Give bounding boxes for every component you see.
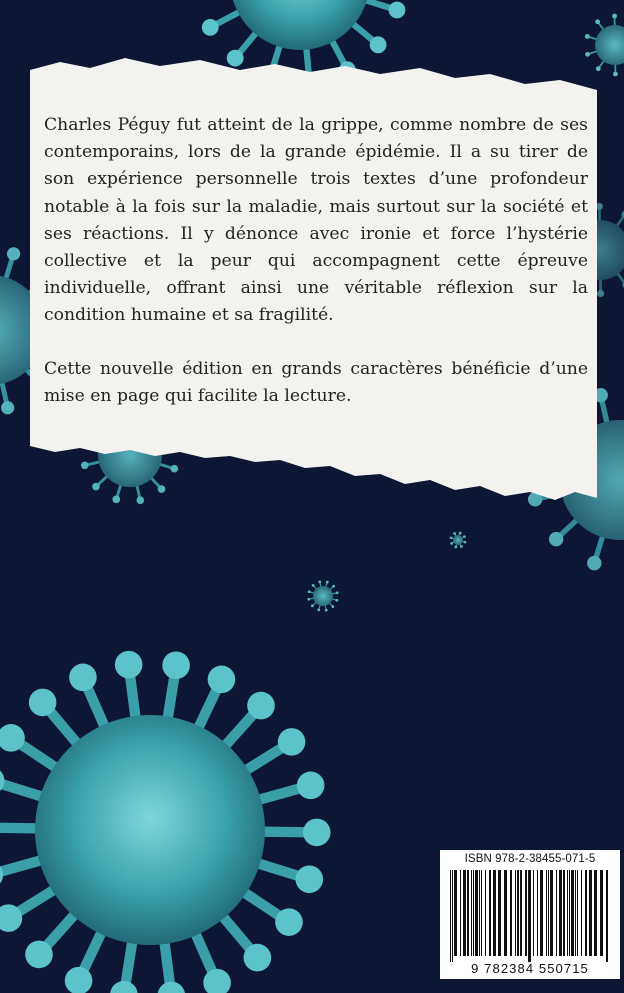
barcode-bar bbox=[606, 870, 608, 962]
barcode-bar bbox=[577, 870, 578, 956]
barcode-digits: 9 782384 550715 bbox=[471, 961, 589, 976]
barcode-bar bbox=[475, 870, 478, 956]
barcode-bar bbox=[485, 870, 486, 956]
barcode-bar bbox=[528, 870, 531, 962]
barcode-bar bbox=[504, 870, 507, 956]
barcode-bar bbox=[452, 870, 453, 962]
barcode-bar bbox=[546, 870, 547, 956]
barcode-bar bbox=[548, 870, 549, 956]
blurb-paragraph: Cette nouvelle édition en grands caractères bénéficie d’une mise en page qui facilite la lecture. bbox=[44, 358, 588, 406]
barcode-bar bbox=[563, 870, 565, 956]
barcode-bar bbox=[571, 870, 574, 956]
barcode-bar bbox=[467, 870, 469, 956]
barcode-bar bbox=[454, 870, 457, 956]
barcode-bar bbox=[517, 870, 519, 956]
barcode-bar bbox=[537, 870, 538, 956]
barcode-bar bbox=[589, 870, 592, 956]
barcode-bar bbox=[481, 870, 482, 956]
barcode-bar bbox=[525, 870, 527, 956]
barcode-bar bbox=[550, 870, 553, 956]
barcode-bar bbox=[520, 870, 522, 956]
barcode-bar bbox=[585, 870, 587, 956]
blurb-text bbox=[44, 112, 588, 436]
barcode-bar bbox=[489, 870, 491, 956]
barcode-bar bbox=[498, 870, 501, 956]
blurb-paragraph: Charles Péguy fut atteint de la grippe, comme nombre de ses contemporains, lors de la grande épidémie. Il a su tirer de son expérience personnelle trois textes d’une profondeur notable à la fois sur la maladie, mais surtout sur la société et ses réactions. Il y dénonce avec ironie et force l’hystérie collective et la peur qui accompagnent cette épreuve individuelle, offrant ainsi une véritable réflexion sur la condition humaine et sa fragilité. bbox=[44, 115, 588, 326]
barcode-bar bbox=[533, 870, 534, 956]
barcode-bar bbox=[463, 870, 466, 956]
barcode-bar bbox=[556, 870, 557, 956]
barcode-bar bbox=[471, 870, 472, 956]
isbn-label: ISBN 978-2-38455-071-5 bbox=[464, 853, 596, 865]
barcode-bar bbox=[569, 870, 570, 956]
barcode-bar bbox=[479, 870, 480, 956]
barcode-bar bbox=[581, 870, 582, 956]
barcode-bar bbox=[594, 870, 597, 956]
barcode-bar bbox=[600, 870, 603, 956]
isbn-barcode-box bbox=[440, 850, 620, 979]
barcode-bar bbox=[567, 870, 568, 956]
barcode-bar bbox=[460, 870, 461, 956]
barcode-bar bbox=[473, 870, 474, 956]
barcode-bar bbox=[515, 870, 516, 956]
barcode-bar bbox=[575, 870, 576, 956]
barcode-bar bbox=[493, 870, 496, 956]
barcode-bar bbox=[540, 870, 543, 956]
barcode bbox=[446, 870, 614, 962]
barcode-bar bbox=[510, 870, 512, 956]
barcode-bar bbox=[450, 870, 451, 962]
barcode-bar bbox=[559, 870, 562, 956]
